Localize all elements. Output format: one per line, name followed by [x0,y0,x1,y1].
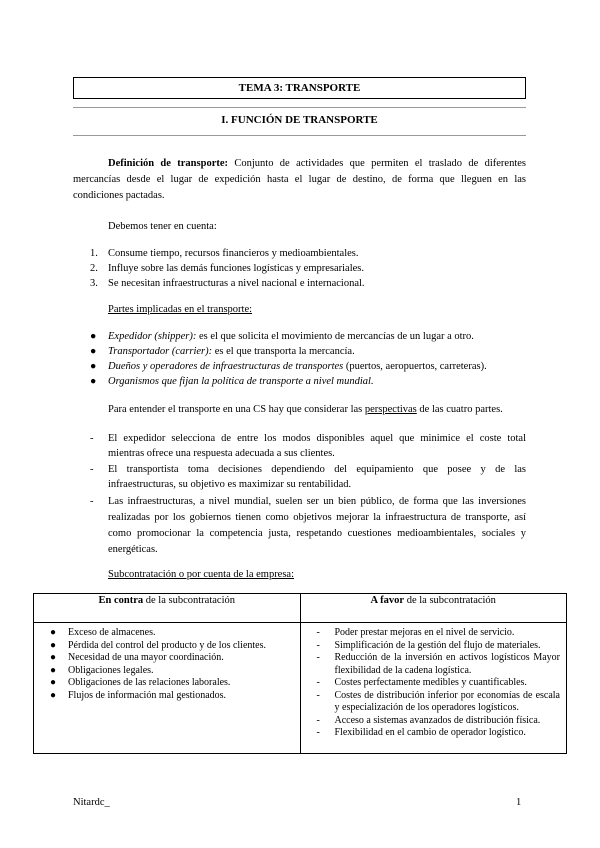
list-item: - El expedidor selecciona de entre los modos disponibles aquel que minimice el coste total mientras ofrece una respuesta adecuada a sus clientes. [90,433,526,459]
against-list [40,627,294,702]
list-item: ● Expedidor (shipper): es el que solicita el movimiento de mercancías de un lugar a otro. [90,331,474,342]
list-item: 1. Consume tiempo, recursos financieros y medioambientales. [90,248,359,259]
section-title: I. FUNCIÓN DE TRANSPORTE [221,114,378,126]
dash-marker: - [316,627,320,638]
definition-line-2: mercancías desde el lugar de expedición hasta el lugar de destino, de forma que lleguen en las [73,174,526,185]
definition-line-3: condiciones pactadas. [73,190,165,201]
list-item: - Costes de distribución inferior por economías de escala y especialización de los operadores logísticos. [316,689,560,713]
favor-cell [300,623,567,754]
dash-marker: - [316,714,320,726]
footer-author: Nitardc_ [73,797,110,808]
bullet-icon: ● [50,664,57,676]
list-item: - Poder prestar mejoras en el nivel de servicio. [316,627,515,638]
list-item: ● Dueños y operadores de infraestructuras de transportes (puertos, aeropuertos, carreteras). [90,361,487,372]
page-title: TEMA 3: TRANSPORTE [73,77,526,99]
against-header: En contra de la subcontratación [34,594,301,623]
consider-intro: Debemos tener en cuenta: [108,221,217,232]
bullet-icon: ● [90,331,97,342]
subcontract-heading: Subcontratación o por cuenta de la empresa: [108,569,295,580]
bullet-icon: ● [90,376,97,387]
dash-marker: - [90,496,94,507]
list-item: ● Transportador (carrier): es el que transporta la mercancía. [90,346,355,357]
list-item: ● Organismos que fijan la política de transporte a nivel mundial. [90,376,374,387]
dash-marker: - [90,464,94,475]
list-item: ● Flujos de información mal gestionados. [50,689,227,701]
list-item: - Flexibilidad en el cambio de operador logístico. [316,727,526,738]
favor-list [307,627,561,740]
against-cell [34,623,301,754]
list-item: 2. Influye sobre las demás funciones logísticas y empresariales. [90,263,365,274]
page-number: 1 [516,797,522,808]
list-item: - Las infraestructuras, a nivel mundial, suelen ser un bien público, de forma que las inversiones realizadas por los gobiernos tienen como objetivos mejorar la infraestructura de transporte, así como promocionar la competencia justa, respetando cuestiones medioambientales, sociales y energéticas. [90,496,526,555]
list-item: ● Necesidad de una mayor coordinación. [50,652,224,663]
bullet-icon: ● [50,639,57,651]
list-item: ● Obligaciones legales. [50,664,154,676]
dash-marker: - [316,652,320,663]
list-item: - El transportista toma decisiones dependiendo del equipamiento que posee y de las infraestructuras, su objetivo es maximizar su rentabilidad. [90,464,526,490]
subcontract-table [33,593,567,754]
list-item: - Acceso a sistemas avanzados de distribución física. [316,714,541,726]
dash-marker: - [316,689,320,701]
list-item: ● Pérdida del control del producto y de los clientes. [50,639,267,651]
divider [73,135,526,136]
list-item: ● Exceso de almacenes. [50,627,156,638]
list-item: - Simplificación de la gestión del flujo de materiales. [316,639,541,651]
definition-line-1: Definición de transporte: Conjunto de actividades que permiten el traslado de diferentes [108,158,526,169]
divider [73,107,526,108]
perspectives-intro: Para entender el transporte en una CS hay que considerar las perspectivas de las cuatro partes. [108,404,503,415]
bullet-icon: ● [90,361,97,372]
list-item: ● Obligaciones de las relaciones laborales. [50,677,231,688]
dash-marker: - [90,433,94,444]
bullet-icon: ● [50,677,57,688]
bullet-icon: ● [50,689,57,701]
bullet-icon: ● [90,346,97,357]
list-item: 3. Se necesitan infraestructuras a nivel nacional e internacional. [90,278,365,289]
definition-term: Definición de transporte: [108,158,229,169]
parties-heading: Partes implicadas en el transporte: [108,304,253,315]
list-item: - Reducción de la inversión en activos logísticos Mayor flexibilidad de la cadena logística. [316,652,560,676]
dash-marker: - [316,677,320,688]
dash-marker: - [316,727,320,738]
dash-marker: - [316,639,320,651]
bullet-icon: ● [50,627,57,638]
list-item: - Costes perfectamente medibles y cuantificables. [316,677,527,688]
bullet-icon: ● [50,652,57,663]
favor-header: A favor de la subcontratación [300,594,567,623]
